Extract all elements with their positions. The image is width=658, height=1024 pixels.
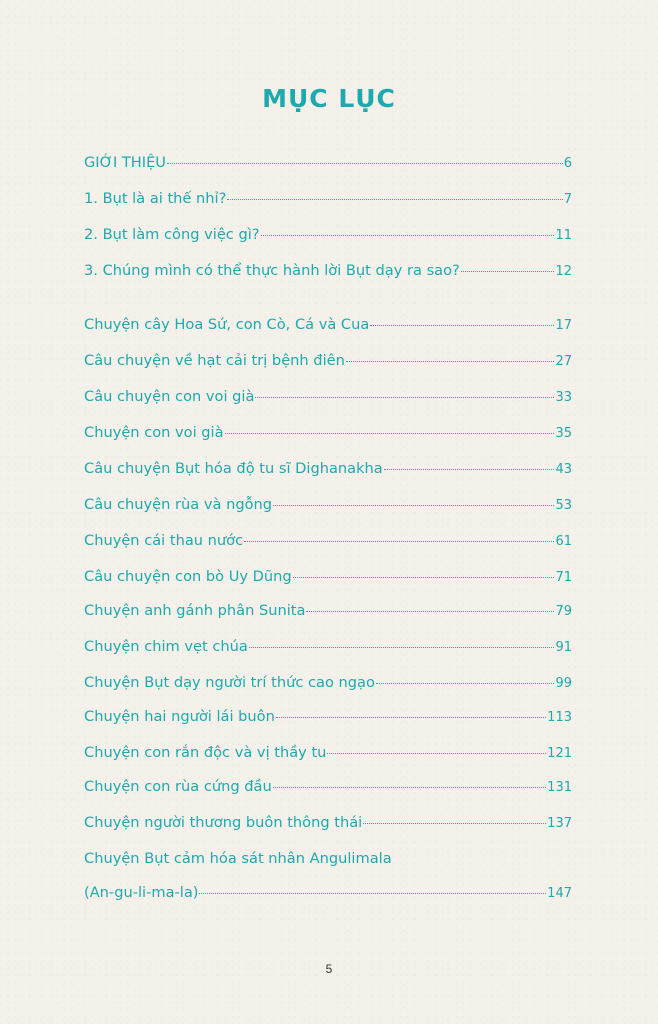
dot-leader: [249, 647, 555, 648]
dot-leader: [273, 787, 546, 788]
toc-entry-page: 61: [555, 534, 572, 549]
toc-entry-page: 6: [563, 156, 572, 171]
page-title: MỤC LỤC: [262, 84, 396, 113]
toc-entry[interactable]: [84, 352, 572, 378]
toc-entry-label: Chuyện anh gánh phân Sunita: [84, 602, 306, 619]
dot-leader: [167, 163, 563, 164]
toc-entry-label: Chuyện Bụt cảm hóa sát nhân Angulimala: [84, 850, 392, 867]
dot-leader: [225, 433, 555, 434]
toc-entry-page: 27: [555, 354, 572, 369]
toc-entry[interactable]: [84, 460, 572, 486]
toc-entry-page: 12: [555, 264, 572, 279]
toc-entry-label: GIỚI THIỆU: [84, 154, 166, 171]
toc-entry-page: 99: [555, 676, 572, 691]
toc-entry-label: Chuyện con voi già: [84, 424, 224, 441]
toc-entry-page: 147: [547, 886, 572, 901]
toc-entry-label: Chuyện người thương buôn thông thái: [84, 814, 363, 831]
page-number: 5: [325, 962, 333, 976]
toc-entry-label: Câu chuyện con bò Uy Dũng: [84, 568, 292, 585]
dot-leader: [327, 753, 546, 754]
toc-entry-page: 53: [555, 498, 572, 513]
dot-leader: [376, 683, 555, 684]
toc-entry[interactable]: [84, 744, 572, 770]
toc-entry-page: 11: [555, 228, 572, 243]
toc-entry[interactable]: [84, 602, 572, 628]
toc-entry-label: Chuyện con rắn độc và vị thầy tu: [84, 744, 327, 761]
toc-entry[interactable]: [84, 154, 572, 180]
dot-leader: [346, 361, 555, 362]
dot-leader: [461, 271, 555, 272]
toc-entry-page: 43: [555, 462, 572, 477]
dot-leader: [255, 397, 554, 398]
dot-leader: [363, 823, 546, 824]
toc-entry-label: Câu chuyện con voi già: [84, 388, 255, 405]
toc-entry-page: 79: [555, 604, 572, 619]
toc-entry-page: 113: [547, 710, 572, 725]
toc-entry-label: Câu chuyện rùa và ngỗng: [84, 496, 273, 513]
toc-entry-label: Chuyện cây Hoa Sứ, con Cò, Cá và Cua: [84, 316, 370, 333]
toc-entry-page: 131: [547, 780, 572, 795]
dot-leader: [306, 611, 554, 612]
toc-entry-label: Chuyện hai người lái buôn: [84, 708, 275, 725]
toc-entry-label: 3. Chúng mình có thể thực hành lời Bụt dạy ra sao?: [84, 262, 460, 279]
toc-entry-label: Câu chuyện Bụt hóa độ tu sĩ Dighanakha: [84, 460, 383, 477]
toc-entry-label: Chuyện Bụt dạy người trí thức cao ngạo: [84, 674, 375, 691]
toc-entry-first-line[interactable]: [84, 850, 572, 876]
dot-leader: [384, 469, 555, 470]
toc-entry[interactable]: [84, 532, 572, 558]
dot-leader: [370, 325, 554, 326]
toc-entry[interactable]: [84, 568, 572, 594]
dot-leader: [199, 893, 546, 894]
toc-entry[interactable]: [84, 316, 572, 342]
toc-entry-label: Câu chuyện về hạt cải trị bệnh điên: [84, 352, 345, 369]
dot-leader: [273, 505, 554, 506]
toc-entry[interactable]: [84, 778, 572, 804]
toc-entry-page: 137: [547, 816, 572, 831]
toc-entry[interactable]: [84, 226, 572, 252]
toc-entry-label: Chuyện chim vẹt chúa: [84, 638, 248, 655]
dot-leader: [261, 235, 555, 236]
dot-leader: [293, 577, 555, 578]
toc-entry-label: Chuyện con rùa cứng đầu: [84, 778, 272, 795]
toc-entry[interactable]: [84, 424, 572, 450]
dot-leader: [276, 717, 546, 718]
toc-entry-label: (An-gu-li-ma-la): [84, 884, 199, 901]
toc-entry[interactable]: [84, 638, 572, 664]
toc-entry-label: Chuyện cái thau nước: [84, 532, 244, 549]
toc-entry[interactable]: [84, 708, 572, 734]
toc-entry-page: 17: [555, 318, 572, 333]
toc-entry[interactable]: [84, 884, 572, 910]
dot-leader: [227, 199, 562, 200]
toc-entry[interactable]: [84, 674, 572, 700]
toc-entry-page: 121: [547, 746, 572, 761]
toc-entry-page: 35: [555, 426, 572, 441]
toc-entry-label: 1. Bụt là ai thế nhỉ?: [84, 190, 227, 207]
toc-entry-page: 91: [555, 640, 572, 655]
toc-entry-page: 71: [555, 570, 572, 585]
toc-entry-page: 33: [555, 390, 572, 405]
toc-entry[interactable]: [84, 190, 572, 216]
toc-entry-page: 7: [563, 192, 572, 207]
toc-entry[interactable]: [84, 388, 572, 414]
toc-entry[interactable]: [84, 814, 572, 840]
toc-entry[interactable]: [84, 262, 572, 288]
toc-entry-label: 2. Bụt làm công việc gì?: [84, 226, 260, 243]
toc-entry[interactable]: [84, 496, 572, 522]
dot-leader: [244, 541, 554, 542]
